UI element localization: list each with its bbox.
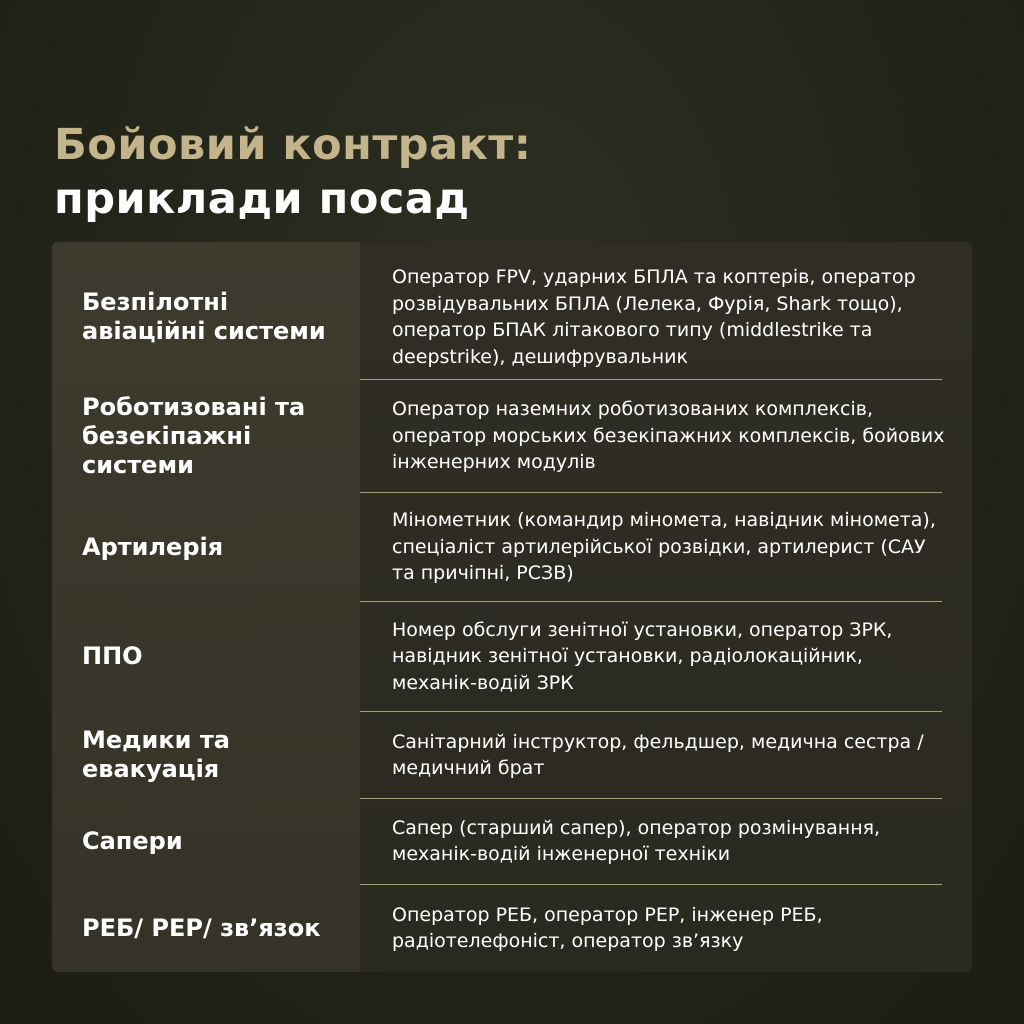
category-cell <box>82 885 350 971</box>
description-cell <box>392 602 952 711</box>
page-title-line-1: Бойовий контракт: <box>54 120 532 170</box>
description-text: Оператор FPV, ударних БПЛА та коптерів, оператор розвідувальних БПЛА (Лелека, Фурія, Shark тощо), оператор БПАК літакового типу (middlestrike та deepstrike), дешифрувальник <box>392 266 916 368</box>
table-row <box>52 712 972 798</box>
category-label: Артилерія <box>82 532 224 561</box>
description-cell <box>392 885 952 971</box>
category-label: ППО <box>82 642 143 670</box>
description-cell <box>392 380 952 492</box>
category-cell <box>82 493 350 601</box>
page-title <box>54 118 531 226</box>
table-row <box>52 380 972 492</box>
category-label: Медики та евакуація <box>82 726 230 783</box>
table-row <box>52 602 972 711</box>
description-text: Номер обслуги зенітної установки, оператор ЗРК, навідник зенітної установки, радіолокаційник, механік-водій ЗРК <box>392 618 893 694</box>
description-cell <box>392 493 952 601</box>
category-cell <box>82 256 350 378</box>
category-label: Безпілотні авіаційні системи <box>82 288 326 345</box>
description-cell <box>392 256 952 378</box>
description-text: Сапер (старший сапер), оператор розмінування, механік-водій інженерної техніки <box>392 816 881 865</box>
positions-table <box>52 242 972 972</box>
category-label: РЕБ/ РЕР/ зв’язок <box>82 913 321 942</box>
description-text: Мінометник (командир міномета, навідник міномета), спеціаліст артилерійської розвідки, артилерист (САУ та причіпні, РСЗВ) <box>392 509 936 585</box>
category-label: Роботизовані та безекіпажні системи <box>82 392 306 479</box>
category-cell <box>82 602 350 711</box>
description-text: Санітарний інструктор, фельдшер, медична сестра / медичний брат <box>392 730 924 779</box>
description-text: Оператор РЕБ, оператор РЕР, інженер РЕБ, радіотелефоніст, оператор зв’язку <box>392 903 823 952</box>
table-row <box>52 493 972 601</box>
category-cell <box>82 712 350 798</box>
category-cell <box>82 799 350 883</box>
table-row <box>52 885 972 971</box>
table-row <box>52 799 972 883</box>
category-label: Сапери <box>82 826 183 855</box>
page-title-line-2: приклади посад <box>54 174 470 224</box>
table-row <box>52 256 972 378</box>
category-cell <box>82 380 350 492</box>
description-cell <box>392 799 952 883</box>
description-cell <box>392 712 952 798</box>
description-text: Оператор наземних роботизованих комплексів, оператор морських безекіпажних комплексів, бойових інженерних модулів <box>392 398 945 474</box>
